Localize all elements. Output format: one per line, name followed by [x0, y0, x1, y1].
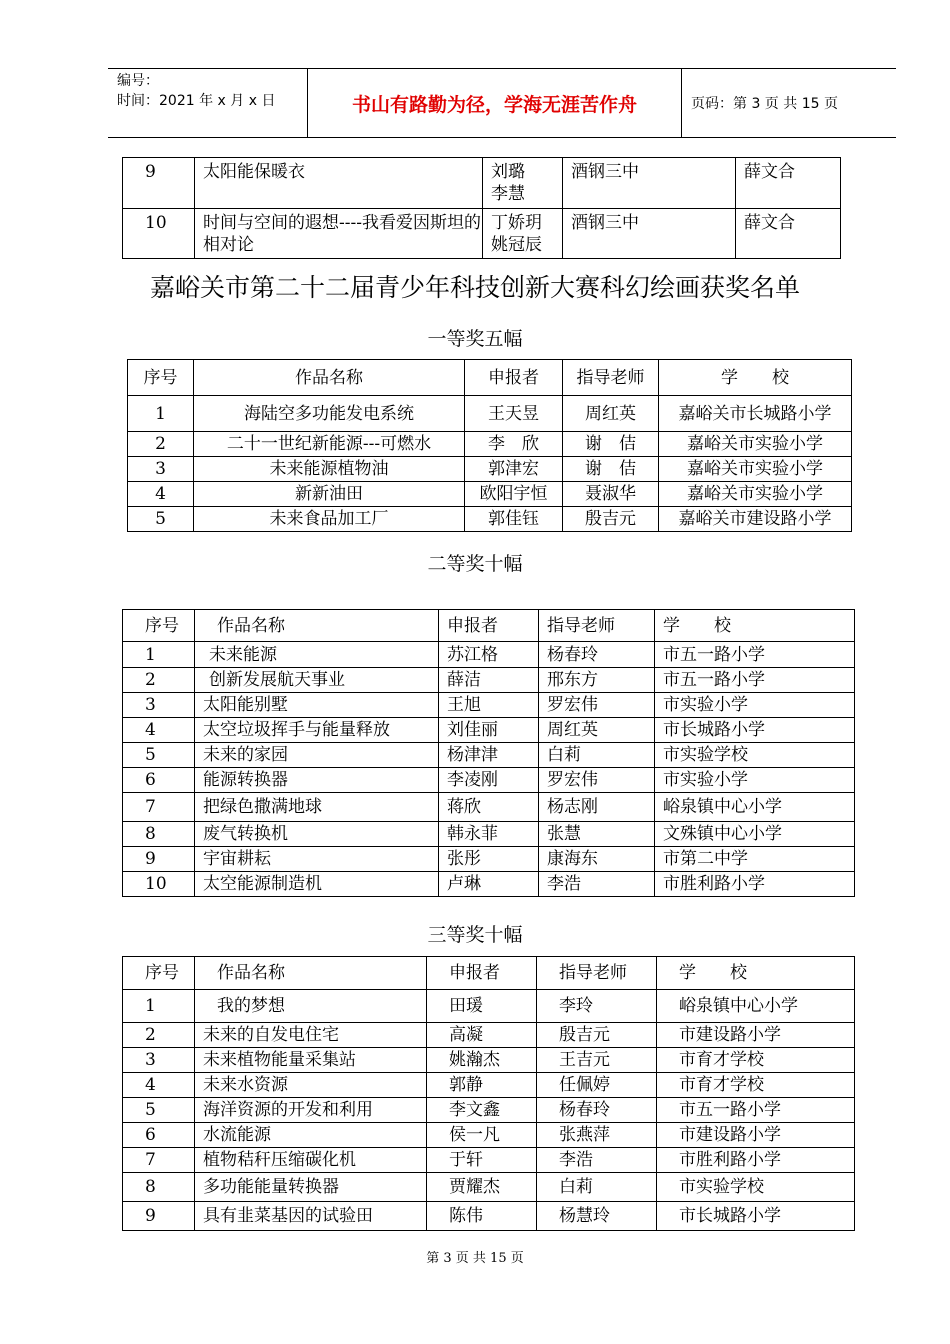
- author-name: 田瑗: [427, 990, 537, 1023]
- teacher-name: 谢 佶: [563, 432, 659, 457]
- author-name: 于轩: [427, 1148, 537, 1173]
- author-name: 高凝: [427, 1023, 537, 1048]
- teacher-name: 白莉: [537, 1173, 657, 1202]
- author-name: 张彤: [439, 847, 539, 872]
- work-title: 未来能源植物油: [194, 457, 465, 482]
- author-name: 姚瀚杰: [427, 1048, 537, 1073]
- author-name: 李凌刚: [439, 768, 539, 793]
- number-label: 编号：: [117, 73, 159, 89]
- school-name: 酒钢三中: [563, 209, 736, 259]
- author-name: 郭津宏: [465, 457, 563, 482]
- row-number: 1: [128, 396, 194, 432]
- table-row: [128, 396, 852, 432]
- table-row: [123, 1048, 855, 1073]
- row-number: 4: [123, 1073, 195, 1098]
- teacher-name: 周红英: [563, 396, 659, 432]
- school-name: 嘉峪关市长城路小学: [659, 396, 852, 432]
- work-title: 未来食品加工厂: [194, 507, 465, 532]
- school-name: 嘉峪关市实验小学: [659, 482, 852, 507]
- work-title: 宇宙耕耘: [195, 847, 439, 872]
- work-title: 未来水资源: [195, 1073, 427, 1098]
- school-name: 嘉峪关市实验小学: [659, 432, 852, 457]
- row-number: 6: [123, 768, 195, 793]
- table-row: [123, 822, 855, 847]
- second-prize-table: [122, 609, 855, 897]
- table-row: [123, 847, 855, 872]
- table-row: [123, 668, 855, 693]
- teacher-name: 李浩: [537, 1148, 657, 1173]
- teacher-name: 罗宏伟: [539, 693, 655, 718]
- work-title: 未来能源: [195, 642, 439, 668]
- table-header-row: [123, 957, 855, 990]
- work-title: 具有韭菜基因的试验田: [195, 1202, 427, 1231]
- author-name: 李文鑫: [427, 1098, 537, 1123]
- table-row: [123, 1123, 855, 1148]
- column-header-number: 序号: [123, 610, 195, 642]
- author-name: 蒋欣: [439, 793, 539, 822]
- row-number: 9: [123, 158, 195, 209]
- table-header-row: [123, 610, 855, 642]
- table-row: [123, 1202, 855, 1231]
- table-row: [123, 1023, 855, 1048]
- work-title: 新新油田: [194, 482, 465, 507]
- row-number: 3: [123, 693, 195, 718]
- column-header-school: 学 校: [657, 957, 855, 990]
- work-title: 水流能源: [195, 1123, 427, 1148]
- author-name: 陈伟: [427, 1202, 537, 1231]
- teacher-name: 李玲: [537, 990, 657, 1023]
- column-header-work: 作品名称: [195, 610, 439, 642]
- row-number: 2: [123, 1023, 195, 1048]
- school-name: 峪泉镇中心小学: [657, 990, 855, 1023]
- work-title: 我的梦想: [195, 990, 427, 1023]
- teacher-name: 王吉元: [537, 1048, 657, 1073]
- teacher-name: 杨慧玲: [537, 1202, 657, 1231]
- author-names: 丁娇玥 姚冠辰: [483, 209, 563, 259]
- teacher-name: 周红英: [539, 718, 655, 743]
- work-title: 废气转换机: [195, 822, 439, 847]
- row-number: 5: [123, 743, 195, 768]
- column-header-number: 序号: [123, 957, 195, 990]
- column-header-teacher: 指导老师: [539, 610, 655, 642]
- table-row: [123, 872, 855, 897]
- school-name: 市五一路小学: [655, 668, 855, 693]
- author-name: 李 欣: [465, 432, 563, 457]
- header-page-info: 页码：第 3 页 共 15 页: [691, 96, 838, 112]
- work-title: 能源转换器: [195, 768, 439, 793]
- date-line: 时间：2021 年 x 月 x 日: [117, 93, 276, 109]
- teacher-name: 李浩: [539, 872, 655, 897]
- column-header-teacher: 指导老师: [563, 360, 659, 396]
- table-row: [123, 718, 855, 743]
- main-title: 嘉峪关市第二十二届青少年科技创新大赛科幻绘画获奖名单: [149, 273, 800, 302]
- work-title: 海洋资源的开发和利用: [195, 1098, 427, 1123]
- school-name: 酒钢三中: [563, 158, 736, 209]
- table-row: [123, 1173, 855, 1202]
- school-name: 市育才学校: [657, 1048, 855, 1073]
- teacher-name: 任佩婷: [537, 1073, 657, 1098]
- author-name: 侯一凡: [427, 1123, 537, 1148]
- author-name: 王旭: [439, 693, 539, 718]
- column-header-work: 作品名称: [195, 957, 427, 990]
- teacher-name: 邢东方: [539, 668, 655, 693]
- work-title: 未来的自发电住宅: [195, 1023, 427, 1048]
- teacher-name: 白莉: [539, 743, 655, 768]
- teacher-name: 张燕萍: [537, 1123, 657, 1148]
- work-title: 海陆空多功能发电系统: [194, 396, 465, 432]
- teacher-name: 薛文合: [736, 209, 841, 259]
- column-header-teacher: 指导老师: [537, 957, 657, 990]
- teacher-name: 殷吉元: [537, 1023, 657, 1048]
- first-prize-heading: 一等奖五幅: [427, 328, 523, 350]
- school-name: 市建设路小学: [657, 1123, 855, 1148]
- author-name: 王天昱: [465, 396, 563, 432]
- table-row: [123, 1098, 855, 1123]
- author-name: 欧阳宇恒: [465, 482, 563, 507]
- column-header-number: 序号: [128, 360, 194, 396]
- school-name: 市长城路小学: [657, 1202, 855, 1231]
- teacher-name: 杨春玲: [539, 642, 655, 668]
- author-name: 郭静: [427, 1073, 537, 1098]
- table-row: [128, 482, 852, 507]
- teacher-name: 殷吉元: [563, 507, 659, 532]
- column-header-author: 申报者: [439, 610, 539, 642]
- school-name: 市实验学校: [657, 1173, 855, 1202]
- column-header-author: 申报者: [427, 957, 537, 990]
- table-row: [123, 1148, 855, 1173]
- table-row: [128, 457, 852, 482]
- table-row: [128, 507, 852, 532]
- school-name: 市第二中学: [655, 847, 855, 872]
- work-title: 未来植物能量采集站: [195, 1048, 427, 1073]
- teacher-name: 康海东: [539, 847, 655, 872]
- row-number: 8: [123, 1173, 195, 1202]
- table-row: [123, 642, 855, 668]
- table-row: [123, 743, 855, 768]
- work-title: 多功能能量转换器: [195, 1173, 427, 1202]
- table-row: [123, 793, 855, 822]
- teacher-name: 谢 佶: [563, 457, 659, 482]
- school-name: 市建设路小学: [657, 1023, 855, 1048]
- school-name: 文殊镇中心小学: [655, 822, 855, 847]
- work-title: 太阳能别墅: [195, 693, 439, 718]
- table-row: [123, 209, 841, 259]
- column-header-school: 学 校: [659, 360, 852, 396]
- author-name: 卢琳: [439, 872, 539, 897]
- page-footer: 第 3 页 共 15 页: [426, 1251, 524, 1266]
- school-name: 嘉峪关市建设路小学: [659, 507, 852, 532]
- work-title: 太空垃圾挥手与能量释放: [195, 718, 439, 743]
- work-title: 二十一世纪新能源---可燃水: [194, 432, 465, 457]
- header-motto: 书山有路勤为径，学海无涯苦作舟: [308, 69, 682, 137]
- row-number: 5: [128, 507, 194, 532]
- school-name: 市五一路小学: [657, 1098, 855, 1123]
- work-title: 把绿色撒满地球: [195, 793, 439, 822]
- row-number: 4: [123, 718, 195, 743]
- school-name: 市实验小学: [655, 693, 855, 718]
- row-number: 7: [123, 1148, 195, 1173]
- author-names: 刘璐 李慧: [483, 158, 563, 209]
- school-name: 市实验学校: [655, 743, 855, 768]
- row-number: 10: [123, 872, 195, 897]
- teacher-name: 聂淑华: [563, 482, 659, 507]
- school-name: 市长城路小学: [655, 718, 855, 743]
- row-number: 2: [123, 668, 195, 693]
- header-meta: [108, 69, 308, 137]
- second-prize-heading: 二等奖十幅: [427, 553, 523, 575]
- work-title: 太阳能保暖衣: [195, 158, 483, 209]
- row-number: 9: [123, 847, 195, 872]
- row-number: 2: [128, 432, 194, 457]
- teacher-name: 薛文合: [736, 158, 841, 209]
- school-name: 市育才学校: [657, 1073, 855, 1098]
- table-row: [123, 990, 855, 1023]
- teacher-name: 张慧: [539, 822, 655, 847]
- author-name: 郭佳钰: [465, 507, 563, 532]
- row-number: 7: [123, 793, 195, 822]
- column-header-school: 学 校: [655, 610, 855, 642]
- author-name: 薛洁: [439, 668, 539, 693]
- school-name: 市实验小学: [655, 768, 855, 793]
- author-name: 杨津津: [439, 743, 539, 768]
- author-name: 苏江格: [439, 642, 539, 668]
- first-prize-table: [127, 359, 852, 532]
- work-title: 植物秸秆压缩碳化机: [195, 1148, 427, 1173]
- work-title: 未来的家园: [195, 743, 439, 768]
- row-number: 3: [128, 457, 194, 482]
- table-row: [123, 768, 855, 793]
- author-name: 刘佳丽: [439, 718, 539, 743]
- third-prize-table: [122, 956, 855, 1231]
- row-number: 3: [123, 1048, 195, 1073]
- table-row: [123, 158, 841, 209]
- table-header-row: [128, 360, 852, 396]
- author-name: 韩永菲: [439, 822, 539, 847]
- teacher-name: 罗宏伟: [539, 768, 655, 793]
- teacher-name: 杨春玲: [537, 1098, 657, 1123]
- row-number: 1: [123, 990, 195, 1023]
- table-row: [123, 1073, 855, 1098]
- page-header: [108, 68, 896, 138]
- table-row: [123, 693, 855, 718]
- school-name: 峪泉镇中心小学: [655, 793, 855, 822]
- column-header-work: 作品名称: [194, 360, 465, 396]
- work-title: 太空能源制造机: [195, 872, 439, 897]
- work-title: 时间与空间的遐想----我看爱因斯坦的相对论: [195, 209, 483, 259]
- row-number: 5: [123, 1098, 195, 1123]
- teacher-name: 杨志刚: [539, 793, 655, 822]
- school-name: 市五一路小学: [655, 642, 855, 668]
- row-number: 6: [123, 1123, 195, 1148]
- row-number: 9: [123, 1202, 195, 1231]
- school-name: 市胜利路小学: [655, 872, 855, 897]
- work-title: 创新发展航天事业: [195, 668, 439, 693]
- row-number: 8: [123, 822, 195, 847]
- school-name: 嘉峪关市实验小学: [659, 457, 852, 482]
- row-number: 1: [123, 642, 195, 668]
- column-header-author: 申报者: [465, 360, 563, 396]
- author-name: 贾耀杰: [427, 1173, 537, 1202]
- previous-award-table: [122, 157, 841, 259]
- third-prize-heading: 三等奖十幅: [427, 924, 523, 946]
- table-row: [128, 432, 852, 457]
- row-number: 10: [123, 209, 195, 259]
- school-name: 市胜利路小学: [657, 1148, 855, 1173]
- row-number: 4: [128, 482, 194, 507]
